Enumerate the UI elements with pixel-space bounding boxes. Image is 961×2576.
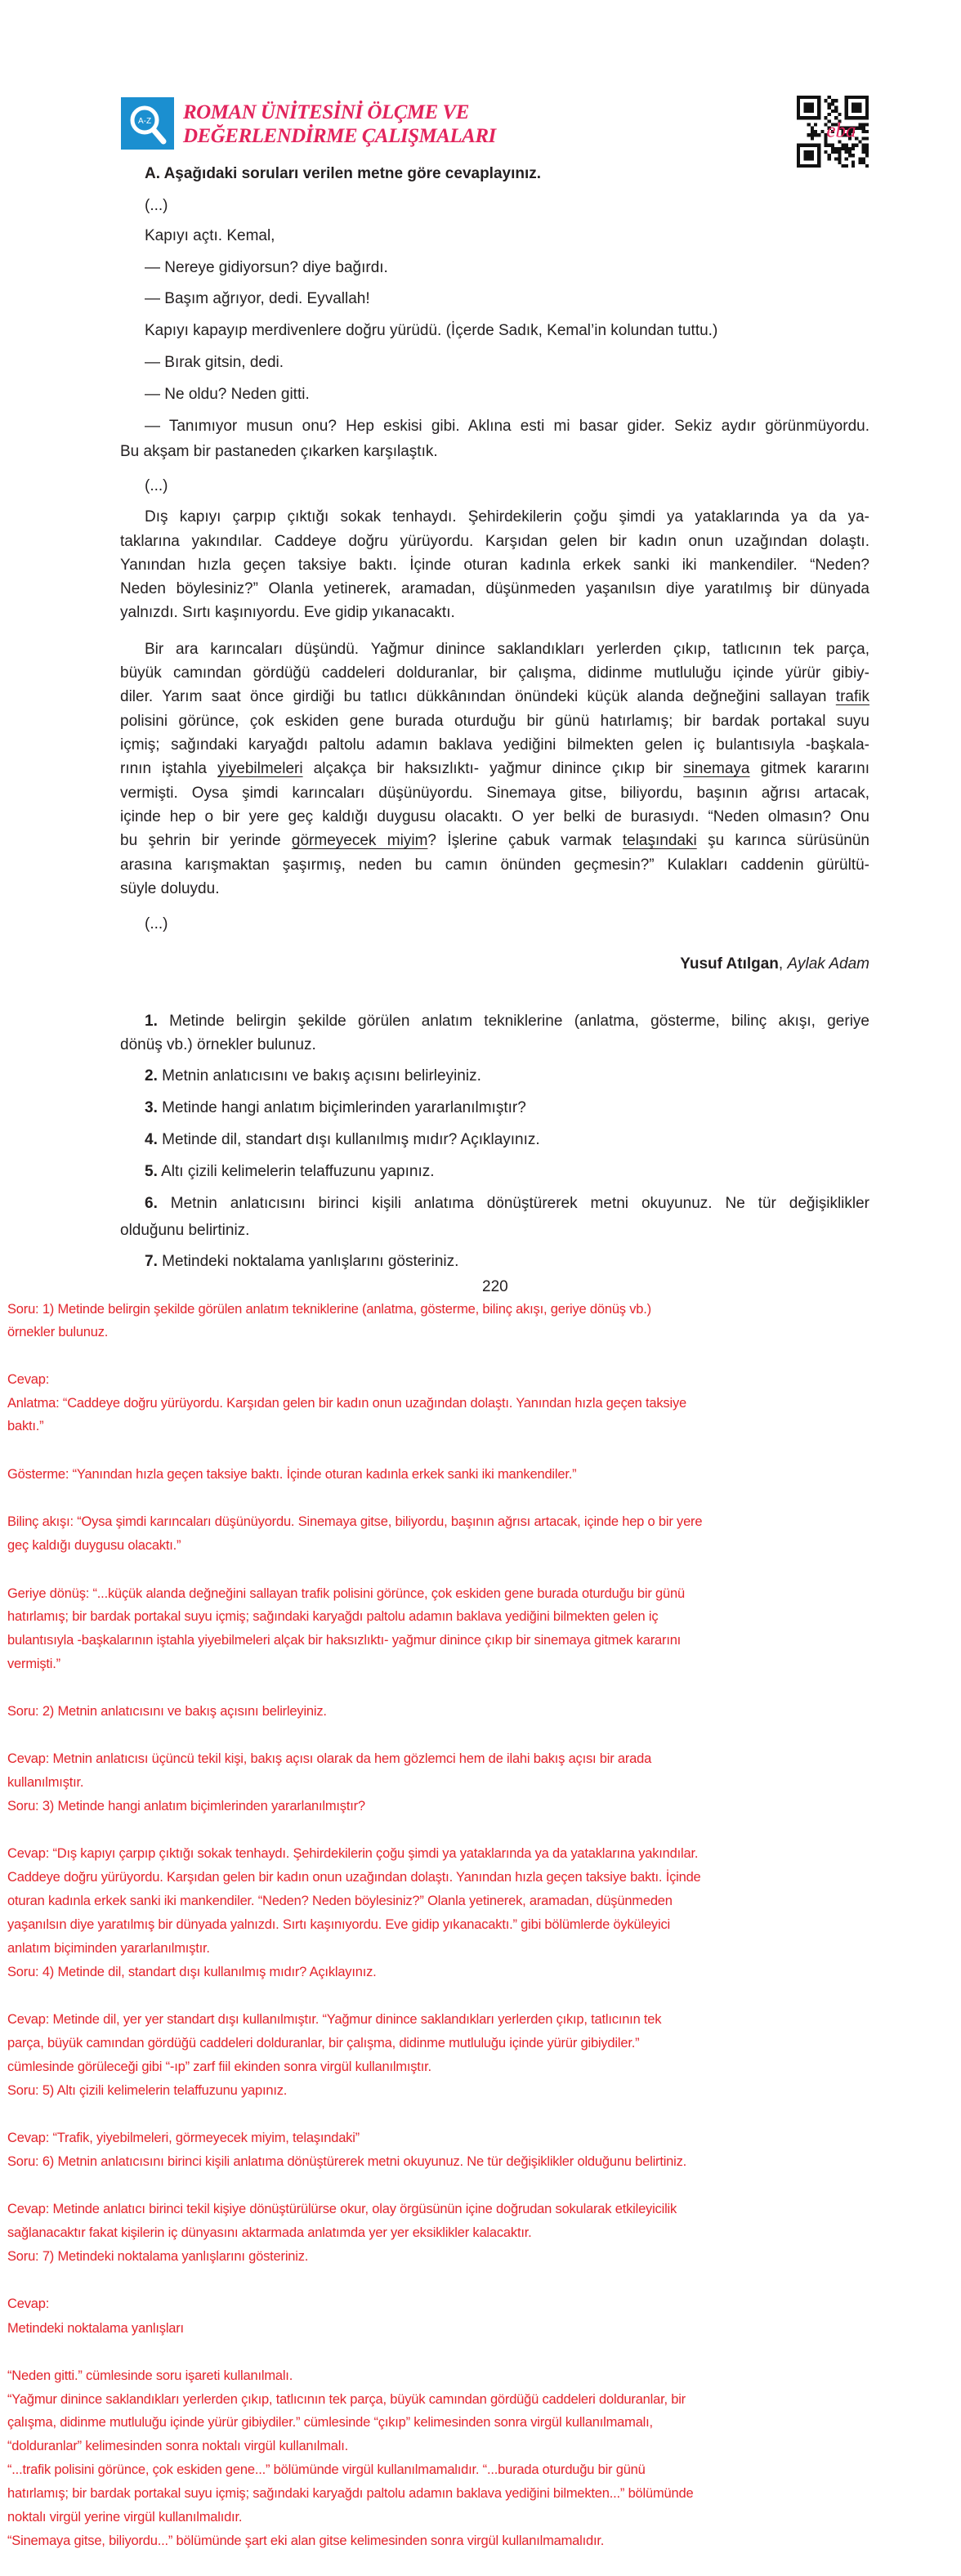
- answer-line: sağlanacaktır fakat kişilerin iç dünyasını aktarmada anlatımda yer yer eksiklikler kalacaktır.: [7, 2225, 532, 2240]
- passage-line: Yanından hızla geçen taksiye baktı. İçinde oturan kadınla erkek sanki iki mankendiler. “Neden?: [120, 557, 869, 574]
- text-segment: Metnin anlatıcısını birinci kişili anlatıma dönüştürerek metni okuyunuz. Ne tür değişiklikler: [157, 1195, 869, 1212]
- passage-line: Neden böylesiniz?” Olanla yetinerek, aramadan, düşünmeden yaşanılsın diye yaratılmış bir dünyada: [120, 580, 869, 597]
- source-work: Aylak Adam: [787, 955, 869, 973]
- text-segment: Metinde hangi anlatım biçimlerinden yararlanılmıştır?: [157, 1099, 526, 1116]
- text-segment: Metinde belirgin şekilde görülen anlatım tekniklerine (anlatma, gösterme, bilinç akışı, geriye: [157, 1013, 869, 1030]
- passage-line: (...): [145, 477, 168, 494]
- answer-line: “dolduranlar” kelimesinden sonra noktalı virgül kullanılmalı.: [7, 2439, 349, 2453]
- passage-line: [120, 832, 869, 850]
- passage-line: yalnızdı. Sırtı kaşınıyordu. Eve gidip yıkanacaktı.: [120, 604, 455, 621]
- text-segment: Altı çizili kelimelerin telaffuzunu yapınız.: [157, 1163, 435, 1180]
- passage-line: arasına karışmaktan şaşırmış, neden bu camın önünden geçmesin?” Kulakları caddenin gürültü-: [120, 856, 869, 874]
- answer-question-line: Soru: 3) Metinde hangi anlatım biçimlerinden yararlanılmıştır?: [7, 1799, 365, 1813]
- answer-line: Cevap: Metnin anlatıcısı üçüncü tekil kişi, bakış açısı olarak da hem gözlemci hem de ilahi bakış açısı bir arada: [7, 1751, 652, 1766]
- passage-line: — Bırak gitsin, dedi.: [145, 354, 284, 371]
- passage-line: Dış kapıyı çarpıp çıktığı sokak tenhaydı. Şehirdekilerin çoğu şimdi ya yataklarında ya da ya-: [145, 508, 869, 525]
- icon-label: A-Z: [137, 117, 152, 126]
- answer-line: bulantısıyla -başkalarının iştahla yiyebilmeleri alçak bir haksızlıktı- yağmur dinince çıkıp bir sinemaya gitmek kararını: [7, 1633, 682, 1648]
- question-item: [145, 1099, 526, 1117]
- answer-line: kullanılmıştır.: [7, 1775, 84, 1790]
- answer-line: Geriye dönüş: “...küçük alanda değneğini sallayan trafik polisini görünce, çok eskiden gene burada oturduğu bir günü: [7, 1586, 685, 1601]
- underlined-word: trafik: [835, 688, 869, 705]
- answer-line: Cevap: “Trafik, yiyebilmeleri, görmeyecek miyim, telaşındaki”: [7, 2131, 360, 2145]
- answer-line: vermişti.”: [7, 1657, 60, 1671]
- text-segment: bu şehrin bir yerinde: [120, 832, 292, 849]
- qr-code[interactable]: [797, 96, 869, 168]
- passage-line: süyle doluydu.: [120, 880, 220, 897]
- question-number: 7.: [145, 1253, 158, 1270]
- answer-line: “Neden gitti.” cümlesinde soru işareti kullanılmalı.: [7, 2368, 293, 2383]
- question-number: 2.: [145, 1067, 158, 1085]
- text-segment: gitmek kararını: [749, 760, 870, 777]
- question-number: 1.: [145, 1013, 158, 1030]
- question-item: [145, 1163, 435, 1181]
- answer-line: hatırlamış; bir bardak portakal suyu içmiş; sağındaki karyağdı paltolu adamın baklava yediğini bilmekten gelen iç: [7, 1609, 659, 1624]
- answer-question-line: Soru: 5) Altı çizili kelimelerin telaffuzunu yapınız.: [7, 2083, 288, 2098]
- text-segment: diler. Yarım saat önce girdiği bu tatlıcı dükkânından önündeki küçük alanda değneğini sallayan: [120, 688, 836, 705]
- underlined-word: sinemaya: [683, 760, 750, 777]
- passage-line: — Tanımıyor musun onu? Hep eskisi gibi. Aklına esti mi basar gider. Sekiz aydır görünmüyordu.: [145, 418, 869, 435]
- page-number: 220: [482, 1278, 508, 1295]
- passage-line: — Ne oldu? Neden gitti.: [145, 386, 310, 403]
- answer-line: noktalı virgül yerine virgül kullanılmalıdır.: [7, 2510, 243, 2525]
- passage-line: Bu akşam bir pastaneden çıkarken karşılaştık.: [120, 443, 438, 460]
- question-number: 6.: [145, 1195, 158, 1212]
- answer-line: Cevap:: [7, 2296, 50, 2311]
- passage-line: (...): [145, 915, 168, 932]
- answer-question-line: Soru: 6) Metnin anlatıcısını birinci kişili anlatıma dönüştürerek metni okuyunuz. Ne tür değişiklikler olduğunu belirtiniz.: [7, 2154, 687, 2169]
- answer-line: Cevap: Metinde anlatıcı birinci tekil kişiye dönüştürülürse okur, olay örgüsünün içine doğrudan sokularak etkileyicilik: [7, 2202, 677, 2216]
- text-segment: Metinde dil, standart dışı kullanılmış mıdır? Açıklayınız.: [157, 1131, 540, 1148]
- answer-line: baktı.”: [7, 1419, 44, 1433]
- passage-line: Bir ara karıncaları düşündü. Yağmur dinince saklandıkları yerlerden çıkıp, tatlıcının tek parça,: [145, 641, 869, 658]
- source-author: Yusuf Atılgan: [680, 955, 779, 973]
- answer-line: parça, büyük camından gördüğü caddeleri dolduranlar, bir çalışma, didinme mutluluğu içinde yürür gibiydiler.”: [7, 2036, 640, 2051]
- answer-line: Metindeki noktalama yanlışları: [7, 2321, 184, 2336]
- passage-line: [120, 688, 869, 706]
- passage-line: büyük camından gördüğü caddeleri dolduranlar, bir çalışma, didinme mutluluğu içinde yürür gibiy-: [120, 664, 869, 682]
- passage-line: Kapıyı kapayıp merdivenlere doğru yürüdü. (İçerde Sadık, Kemal’in kolundan tuttu.): [145, 322, 718, 339]
- question-item: [145, 1013, 869, 1031]
- text-segment: Metnin anlatıcısını ve bakış açısını belirleyiniz.: [157, 1067, 481, 1085]
- passage-line: taklarına yakındılar. Caddeye doğru yürüyordu. Karşıdan gelen bir kadın onun uzağından dolaştı.: [120, 533, 869, 550]
- passage-line: vermişti. Oysa şimdi karıncaları düşünüyordu. Sinemaya gitse, biliyordu, başının ağrısı artacak,: [120, 785, 869, 802]
- answer-line: Caddeye doğru yürüyordu. Karşıdan gelen bir kadın onun uzağından dolaştı. Yanından hızla geçen taksiye baktı. İçinde: [7, 1870, 701, 1885]
- underlined-word: yiyebilmeleri: [217, 760, 303, 777]
- answer-question-line: Soru: 2) Metnin anlatıcısını ve bakış açısını belirleyiniz.: [7, 1704, 327, 1719]
- answer-question-line: Soru: 1) Metinde belirgin şekilde görülen anlatım tekniklerine (anlatma, gösterme, bilinç akışı, geriye dönüş vb.): [7, 1302, 651, 1317]
- question-item: [145, 1067, 481, 1085]
- question-item: [145, 1195, 869, 1213]
- question-item: dönüş vb.) örnekler bulunuz.: [120, 1036, 316, 1053]
- section-title-line-2: DEĞERLENDİRME ÇALIŞMALARI: [183, 125, 496, 147]
- answer-line: “...trafik polisini görünce, çok eskiden gene...” bölümünde virgül kullanılmamalıdır. “...burada oturduğu bir günü: [7, 2462, 646, 2477]
- answer-line: örnekler bulunuz.: [7, 1325, 109, 1339]
- passage-line: içmiş; sağındaki karyağdı paltolu adamın baklava yediğini bilmekten gelen iç bulantısıyla -başkala-: [120, 736, 869, 754]
- answer-line: Bilinç akışı: “Oysa şimdi karıncaları düşünüyordu. Sinemaya gitse, biliyordu, başının ağrısı artacak, içinde hep o bir yere: [7, 1514, 703, 1529]
- text-segment: şu karınca sürüsünün: [696, 832, 869, 849]
- answer-question-line: Soru: 4) Metinde dil, standart dışı kullanılmış mıdır? Açıklayınız.: [7, 1965, 377, 1979]
- passage-line: [120, 760, 869, 778]
- qr-logo-text: eba: [826, 119, 856, 142]
- section-title-line-1: ROMAN ÜNİTESİNİ ÖLÇME VE: [183, 101, 469, 123]
- text-segment: rının iştahla: [120, 760, 218, 777]
- passage-line: — Başım ağrıyor, dedi. Eyvallah!: [145, 290, 370, 307]
- text-segment: ? İşlerine çabuk varmak: [427, 832, 623, 849]
- source-separator: ,: [778, 955, 788, 973]
- passage-line: — Nereye gidiyorsun? diye bağırdı.: [145, 259, 388, 276]
- answer-line: yaşanılsın diye yaratılmış bir dünyada yalnızdı. Sırtı kaşınıyordu. Eve gidip yıkanacaktı.” gibi bölümlerde öyküleyici: [7, 1917, 670, 1932]
- passage-line: (...): [145, 197, 168, 214]
- passage-line: polisini görünce, çok eskiden gene burada oturduğu bir günü hatırlamış; bir bardak portakal suyu: [120, 713, 869, 730]
- question-number: 3.: [145, 1099, 158, 1116]
- answer-line: cümlesinde görüleceği gibi “-ıp” zarf fiil ekinden sonra virgül kullanılmıştır.: [7, 2059, 431, 2074]
- question-number: 5.: [145, 1163, 158, 1180]
- question-item: [145, 1253, 458, 1271]
- answer-line: çalışma, didinme mutluluğu içinde yürür gibiydiler.” cümlesinde “çıkıp” kelimesinden sonra virgül kullanılmamalı,: [7, 2415, 653, 2430]
- answer-line: anlatım biçiminden yararlanılmıştır.: [7, 1941, 210, 1956]
- answer-line: oturan kadınla erkek sanki iki mankendiler. “Neden? Neden böylesiniz?” Olanla yetinerek, aramadan, düşünmeden: [7, 1894, 673, 1908]
- answer-line: hatırlamış; bir bardak portakal suyu içmiş; sağındaki karyağdı paltolu adamın baklava yediğini bilmekten...” bölümünde: [7, 2486, 694, 2501]
- search-az-icon: [121, 97, 174, 150]
- passage-line: içinde hep o bir yere geç kaldığı duygusu olacaktı. O yer belki de burasıydı. “Neden olmasın? Onu: [120, 808, 869, 825]
- section-heading: A. Aşağıdaki soruları verilen metne göre cevaplayınız.: [145, 165, 542, 182]
- source-citation: [680, 955, 869, 973]
- text-segment: Metindeki noktalama yanlışlarını gösteriniz.: [157, 1253, 459, 1270]
- question-number: 4.: [145, 1131, 158, 1148]
- text-segment: alçakça bir haksızlıktı- yağmur dinince çıkıp bir: [302, 760, 684, 777]
- answer-line: Anlatma: “Caddeye doğru yürüyordu. Karşıdan gelen bir kadın onun uzağından dolaştı. Yanından hızla geçen taksiye: [7, 1396, 686, 1411]
- passage-line: Kapıyı açtı. Kemal,: [145, 227, 275, 244]
- underlined-word: telaşındaki: [622, 832, 697, 849]
- answer-line: Cevap: “Dış kapıyı çarpıp çıktığı sokak tenhaydı. Şehirdekilerin çoğu şimdi ya yataklarında ya da yataklarına yakındılar.: [7, 1846, 699, 1861]
- answer-line: geç kaldığı duygusu olacaktı.”: [7, 1538, 181, 1553]
- answer-line: Gösterme: “Yanından hızla geçen taksiye baktı. İçinde oturan kadınla erkek sanki iki mankendiler.”: [7, 1467, 577, 1482]
- answer-line: Cevap:: [7, 1372, 50, 1387]
- answer-question-line: Soru: 7) Metindeki noktalama yanlışlarını gösteriniz.: [7, 2249, 309, 2264]
- question-item: olduğunu belirtiniz.: [120, 1222, 250, 1239]
- answer-line: “Yağmur dinince saklandıkları yerlerden çıkıp, tatlıcının tek parça, büyük camından gördüğü caddeleri dolduranlar, bir: [7, 2392, 686, 2407]
- underlined-word: görmeyecek miyim: [291, 832, 428, 849]
- answer-line: Cevap: Metinde dil, yer yer standart dışı kullanılmıştır. “Yağmur dinince saklandıkları yerlerden çıkıp, tatlıcının tek: [7, 2012, 662, 2027]
- question-item: [145, 1131, 540, 1149]
- answer-line: “Sinemaya gitse, biliyordu...” bölümünde şart eki alan gitse kelimesinden sonra virgül kullanılmamalıdır.: [7, 2534, 605, 2548]
